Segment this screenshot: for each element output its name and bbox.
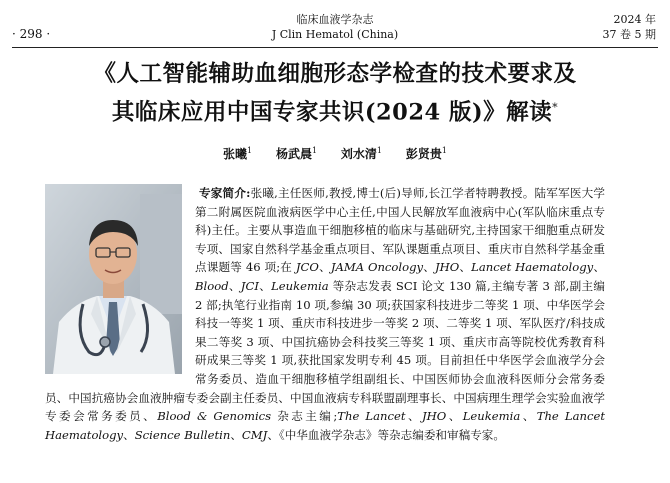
- author: [406, 147, 447, 161]
- journal-jho: JHO: [422, 409, 447, 424]
- author: [223, 147, 252, 161]
- journal-header: [0, 12, 670, 42]
- author-list: [0, 145, 670, 162]
- separator: 、: [258, 278, 272, 293]
- issue-year: 2024 年: [613, 13, 656, 26]
- author-name: 杨武晨: [275, 147, 312, 161]
- bio-label: 专家简介:: [199, 186, 251, 200]
- author-affiliation: 1: [441, 146, 447, 155]
- journal-lancet-haematology: The Lancet Haematology: [45, 409, 606, 442]
- journal-lancet-haematology: Lancet Haematology: [471, 260, 594, 275]
- bio-text-a: 张曦,主任医师,教授,博士(后)导师,长江学者特聘教授。陆军军医大学第二附属医院血液病医学中心主任,中国人民解放军血液病中心(军队临床重点专科)主任。主要从事造血干细胞移植的临床与基础研究,主持国家干细胞重点研发专项、国家自然科学基金重点项目、军队课题重点项目、重庆市自然科学基金重点课题等 46 项;在: [195, 186, 605, 275]
- journal-jho: JHO: [434, 260, 460, 275]
- separator: 、: [423, 260, 435, 275]
- separator: 、: [123, 427, 135, 442]
- expert-bio: [45, 184, 605, 444]
- author-affiliation: 1: [311, 146, 318, 155]
- issue-volume: 37 卷 5 期: [602, 28, 656, 41]
- journal-blood: Blood: [195, 278, 229, 293]
- title-line-2-text: 其临床应用中国专家共识(2024 版)》解读: [111, 99, 553, 126]
- page-number: · 298 ·: [12, 27, 51, 41]
- separator: 、: [318, 260, 331, 275]
- author-name: 刘水清: [340, 147, 377, 161]
- separator: 、: [228, 278, 241, 293]
- article-title: [0, 58, 670, 130]
- journal-cmj: CMJ: [241, 427, 268, 442]
- bio-text-d: 、《中华血液学杂志》等杂志编委和审稿专家。: [267, 427, 505, 442]
- journal-blood-genomics: Blood & Genomics: [157, 409, 272, 424]
- journal-jci: JCI: [240, 278, 259, 293]
- author-affiliation: 1: [376, 146, 383, 155]
- photo-spacer: [45, 184, 195, 371]
- journal-leukemia: Leukemia: [462, 409, 521, 424]
- author: [341, 147, 382, 161]
- journal-the-lancet: The Lancet: [337, 409, 406, 424]
- title-line-1: 《人工智能辅助血细胞形态学检查的技术要求及: [93, 61, 577, 87]
- separator: 、: [459, 260, 472, 275]
- author: [276, 147, 317, 161]
- separator: 、: [230, 427, 242, 442]
- journal-jama-oncology: JAMA Oncology: [330, 260, 424, 275]
- journal-science-bulletin: Science Bulletin: [134, 427, 231, 442]
- bio-text-b: 等杂志发表 SCI 论文 130 篇,主编专著 3 部,副主编 2 部;执笔行业指南 10 项,参编 30 项;获国家科技进步二等奖 1 项、中华医学会科技一等奖 1 项、重庆市科技进步一等奖 2 项、二等奖 1 项、军队医疗/科技成果二等奖 3 项、中国抗癌协会科技奖三等奖 1 项、重庆市高等院校优秀教育科研成果三等奖 1 项,获批国家发明专利 45 项。目前担任中华医学会血液学分会常务委员、造血干细胞移植学组副组长、中国医师协会血液科医师分会常务委员、中国抗癌协会血液肿瘤专委会副主任委员、中国血液病专科联盟副理事长、中国病理生理学会实验血液学专委会常务委员、: [45, 278, 605, 424]
- journal-name-en: J Clin Hematol (China): [271, 28, 399, 41]
- header-rule: [12, 47, 658, 48]
- journal-leukemia: Leukemia: [271, 278, 329, 293]
- author-name: 张曦: [223, 147, 248, 161]
- separator: 、: [446, 409, 463, 424]
- title-line-2: [0, 91, 670, 130]
- separator: 、: [520, 409, 537, 424]
- separator: 、: [405, 409, 422, 424]
- issue-info: [603, 12, 657, 42]
- author-affiliation: 1: [247, 146, 253, 155]
- title-footnote-mark: *: [552, 101, 559, 114]
- separator: 、: [593, 260, 605, 275]
- author-name: 彭贤贵: [405, 147, 442, 161]
- journal-jco: JCO: [295, 260, 319, 275]
- journal-name-cn: 临床血液学杂志: [296, 13, 374, 26]
- bio-text-c: 杂志主编;: [271, 409, 338, 424]
